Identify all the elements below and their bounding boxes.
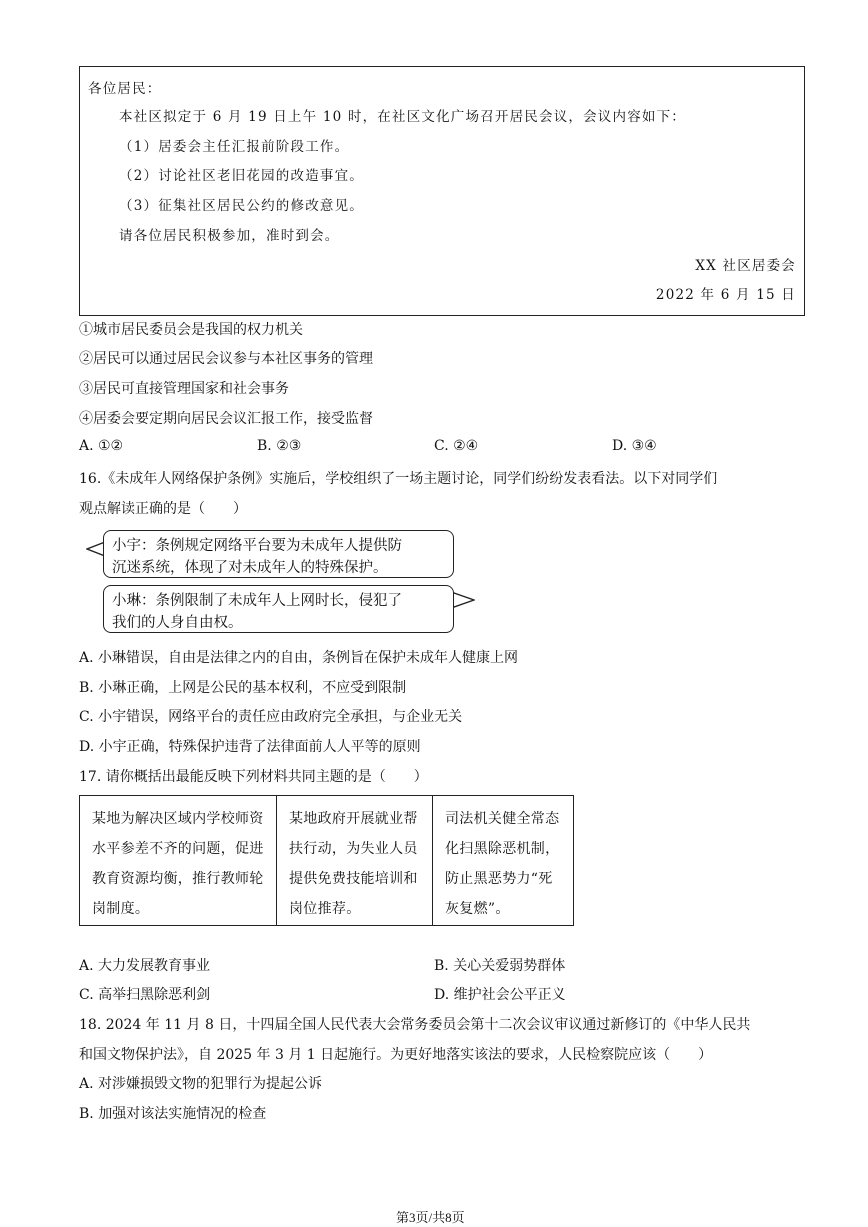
q17-option-a[interactable]: A. 大力发展教育事业 [79, 958, 211, 974]
q15-statement-4: ④居委会要定期向居民会议汇报工作，接受监督 [79, 411, 373, 427]
q18-option-b[interactable]: B. 加强对该法实施情况的检查 [79, 1106, 267, 1122]
q16-option-b[interactable]: B. 小琳正确，上网是公民的基本权利，不应受到限制 [79, 680, 407, 696]
speech-bubble-xiaoyu [103, 530, 454, 578]
bubble1-line1: 小宇：条例规定网络平台要为未成年人提供防 [112, 538, 402, 554]
q16-stem-line1: 16.《未成年人网络保护条例》实施后，学校组织了一场主题讨论，同学们纷纷发表看法。以下对同学们 [79, 471, 718, 487]
bubble2-line1: 小琳：条例限制了未成年人上网时长，侵犯了 [112, 593, 402, 609]
q15-option-a[interactable]: A. ①② [79, 438, 124, 454]
page-number: 第3页/共8页 [396, 1210, 465, 1225]
q17-stem: 17. 请你概括出最能反映下列材料共同主题的是（ ） [79, 769, 428, 785]
q17-option-b[interactable]: B. 关心关爱弱势群体 [434, 958, 566, 974]
notice-item-2: （2）讨论社区老旧花园的改造事宜。 [119, 168, 364, 184]
q17-material-1: 某地为解决区域内学校师资水平参差不齐的问题，促进教育资源均衡，推行教师轮岗制度。 [92, 811, 264, 917]
q18-stem-line1: 18. 2024 年 11 月 8 日，十四届全国人民代表大会常务委员会第十二次会议审议通过新修订的《中华人民共 [79, 1017, 751, 1033]
notice-signature: XX 社区居委会 [695, 258, 796, 274]
meeting-notice-box [79, 66, 805, 316]
notice-intro: 本社区拟定于 6 月 19 日上午 10 时，在社区文化广场召开居民会议，会议内容如下： [119, 109, 686, 125]
q18-option-a[interactable]: A. 对涉嫌损毁文物的犯罪行为提起公诉 [79, 1076, 323, 1092]
bubble2-tail-icon [453, 592, 475, 608]
q15-option-c[interactable]: C. ②④ [434, 438, 479, 454]
q17-materials-table [79, 795, 574, 926]
notice-item-3: （3）征集社区居民公约的修改意见。 [119, 198, 364, 214]
notice-item-1: （1）居委会主任汇报前阶段工作。 [119, 139, 350, 155]
q15-statement-3: ③居民可直接管理国家和社会事务 [79, 381, 289, 397]
q17-material-3: 司法机关健全常态化扫黑除恶机制，防止黑恶势力“死灰复燃”。 [432, 796, 573, 925]
notice-closing: 请各位居民积极参加，准时到会。 [119, 228, 340, 244]
notice-date: 2022 年 6 月 15 日 [655, 287, 796, 303]
q17-material-2: 某地政府开展就业帮扶行动，为失业人员提供免费技能培训和岗位推荐。 [276, 796, 432, 925]
q16-stem-line2: 观点解读正确的是（ ） [79, 501, 247, 517]
q18-stem-line2: 和国文物保护法》，自 2025 年 3 月 1 日起施行。为更好地落实该法的要求，人民检察院应该（ ） [79, 1047, 713, 1063]
q15-option-b[interactable]: B. ②③ [257, 438, 302, 454]
q16-option-d[interactable]: D. 小宇正确，特殊保护违背了法律面前人人平等的原则 [79, 739, 421, 755]
speech-bubble-xiaolin [103, 585, 454, 633]
q17-option-c[interactable]: C. 高举扫黑除恶利剑 [79, 987, 211, 1003]
bubble1-line2: 沉迷系统，体现了对未成年人的特殊保护。 [112, 560, 388, 576]
q17-option-d[interactable]: D. 维护社会公平正义 [434, 987, 566, 1003]
q16-option-a[interactable]: A. 小琳错误，自由是法律之内的自由，条例旨在保护未成年人健康上网 [79, 650, 519, 666]
q15-option-d[interactable]: D. ③④ [612, 438, 657, 454]
q15-statement-2: ②居民可以通过居民会议参与本社区事务的管理 [79, 351, 373, 367]
bubble2-line2: 我们的人身自由权。 [112, 615, 243, 631]
q16-option-c[interactable]: C. 小宇错误，网络平台的责任应由政府完全承担，与企业无关 [79, 709, 463, 725]
notice-salutation: 各位居民： [88, 81, 162, 97]
q15-statement-1: ①城市居民委员会是我国的权力机关 [79, 322, 303, 338]
